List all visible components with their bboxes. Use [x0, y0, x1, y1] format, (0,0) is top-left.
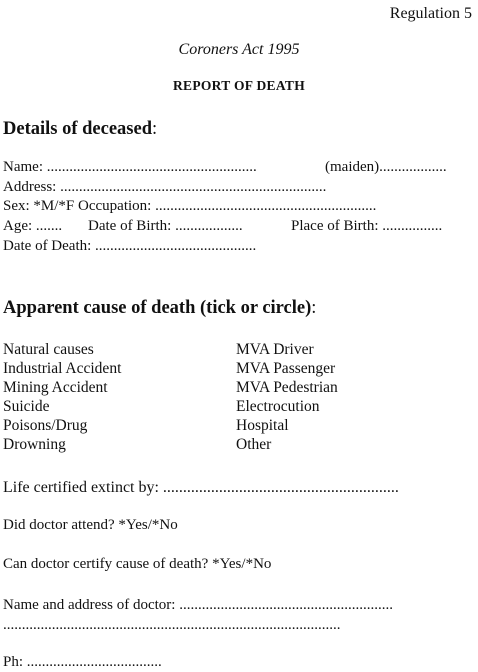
cause-options-left: [3, 340, 121, 454]
maiden-name-field[interactable]: (maiden)..................: [325, 159, 447, 175]
cause-option[interactable]: Mining Accident: [3, 379, 108, 396]
cause-option[interactable]: MVA Driver: [236, 341, 314, 358]
deceased-heading: [3, 118, 157, 140]
report-title: REPORT OF DEATH: [172, 78, 306, 93]
cause-option[interactable]: Electrocution: [236, 398, 320, 415]
cause-option[interactable]: Natural causes: [3, 341, 94, 358]
cause-options-right: [236, 340, 338, 454]
date-of-death-field[interactable]: Date of Death: ...........................................: [3, 238, 257, 254]
cause-option[interactable]: MVA Pedestrian: [236, 379, 338, 396]
sex-occupation-field[interactable]: Sex: *M/*F Occupation: ...........................................................: [3, 198, 377, 214]
cause-option[interactable]: MVA Passenger: [236, 360, 336, 377]
cause-heading-colon: :: [311, 298, 317, 318]
address-field[interactable]: Address: .......................................................................: [3, 179, 327, 195]
cause-option[interactable]: Poisons/Drug: [3, 417, 88, 434]
place-of-birth-field[interactable]: Place of Birth: ................: [291, 218, 443, 234]
cause-heading: [3, 297, 316, 319]
doctor-name-address-field[interactable]: Name and address of doctor: .........................................................: [3, 597, 393, 613]
deceased-heading-colon: :: [152, 119, 158, 139]
name-field[interactable]: Name: ........................................................: [3, 159, 257, 175]
doctor-name-address-continuation[interactable]: ..........................................................................................: [3, 617, 341, 633]
doctor-attend-question[interactable]: Did doctor attend? *Yes/*No: [3, 517, 178, 533]
age-field[interactable]: Age: .......: [3, 218, 63, 234]
life-certified-field[interactable]: Life certified extinct by: ...........................................................: [3, 479, 399, 496]
date-of-birth-field[interactable]: Date of Birth: ..................: [88, 218, 243, 234]
phone-field[interactable]: Ph: ....................................: [3, 654, 162, 670]
cause-heading-text: Apparent cause of death (tick or circle): [3, 298, 312, 318]
cause-option[interactable]: Hospital: [236, 417, 289, 434]
cause-option[interactable]: Drowning: [3, 436, 66, 453]
deceased-heading-text: Details of deceased: [3, 119, 152, 139]
doctor-certify-question[interactable]: Can doctor certify cause of death? *Yes/*No: [3, 556, 272, 572]
cause-option[interactable]: Other: [236, 436, 272, 453]
regulation-label: Regulation 5: [389, 5, 472, 22]
cause-option[interactable]: Suicide: [3, 398, 50, 415]
cause-option[interactable]: Industrial Accident: [3, 360, 122, 377]
act-title: Coroners Act 1995: [178, 41, 300, 58]
